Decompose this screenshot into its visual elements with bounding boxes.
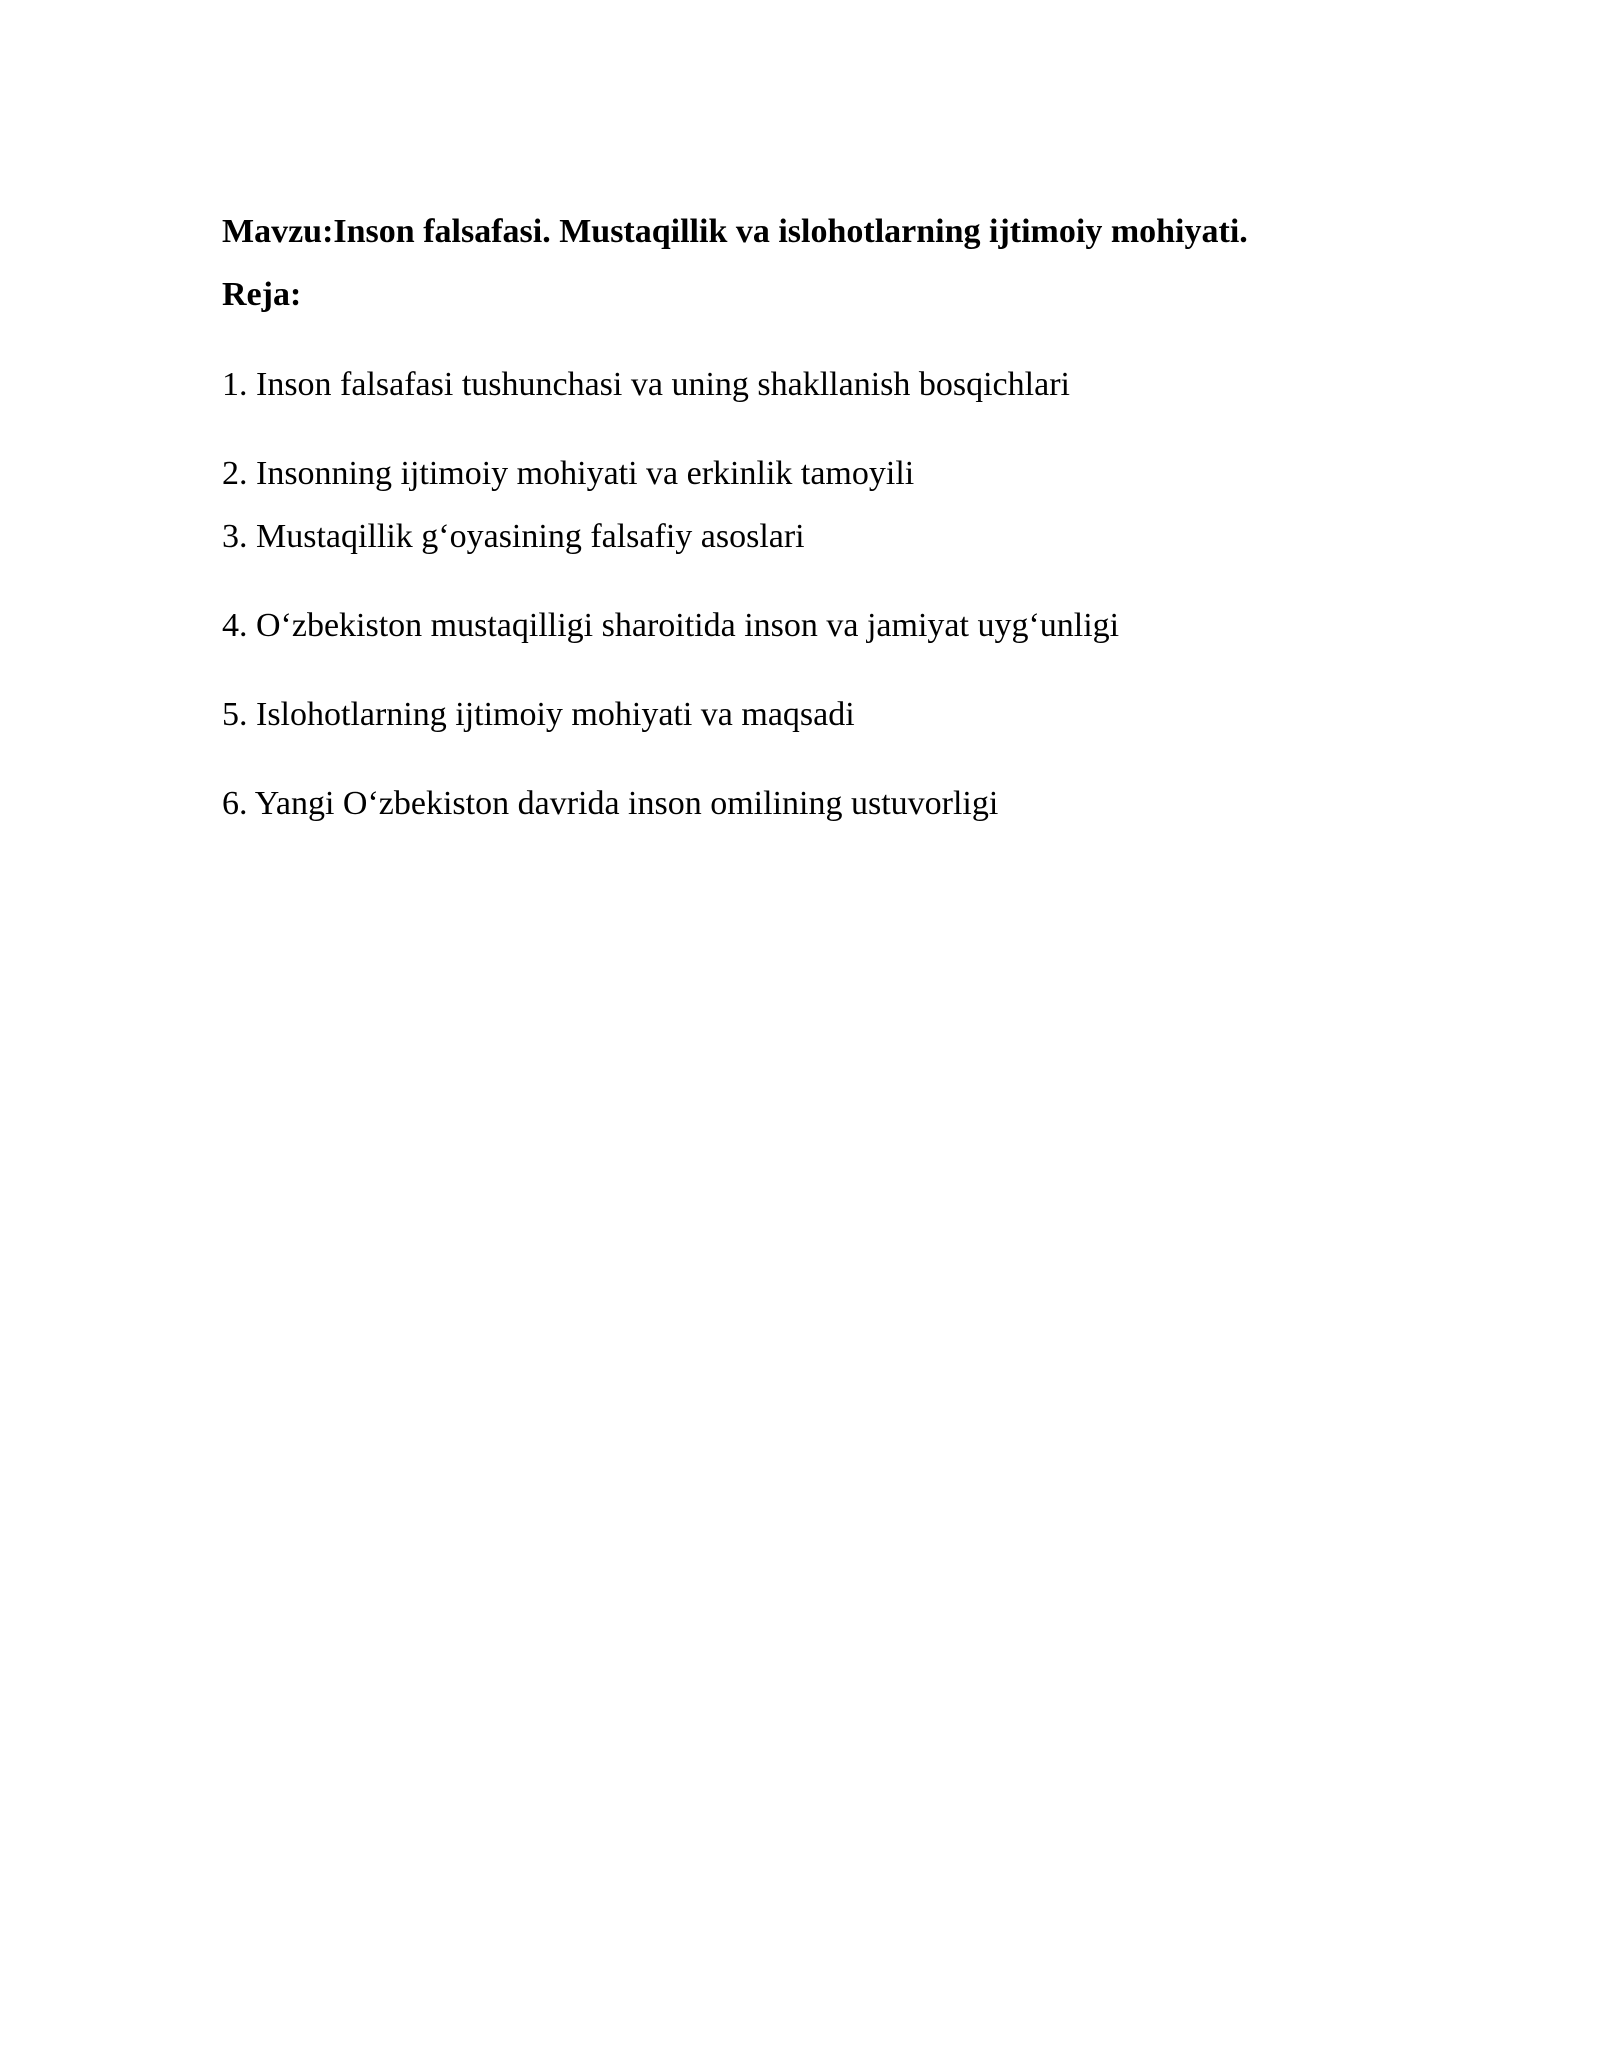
plan-item: 4. O‘zbekiston mustaqilligi sharoitida inson va jamiyat uyg‘unligi xyxy=(222,607,1120,644)
plan-item: 5. Islohotlarning ijtimoiy mohiyati va maqsadi xyxy=(222,696,855,733)
plan-item: 3. Mustaqillik g‘oyasining falsafiy asoslari xyxy=(222,518,805,555)
plan-item: 6. Yangi O‘zbekiston davrida inson omilining ustuvorligi xyxy=(222,785,999,822)
topic-heading: Mavzu:Inson falsafasi. Mustaqillik va islohotlarning ijtimoiy mohiyati. xyxy=(222,213,1248,250)
plan-item: 2. Insonning ijtimoiy mohiyati va erkinlik tamoyili xyxy=(222,455,915,492)
plan-item: 1. Inson falsafasi tushunchasi va uning shakllanish bosqichlari xyxy=(222,366,1070,403)
plan-heading: Reja: xyxy=(222,276,302,313)
